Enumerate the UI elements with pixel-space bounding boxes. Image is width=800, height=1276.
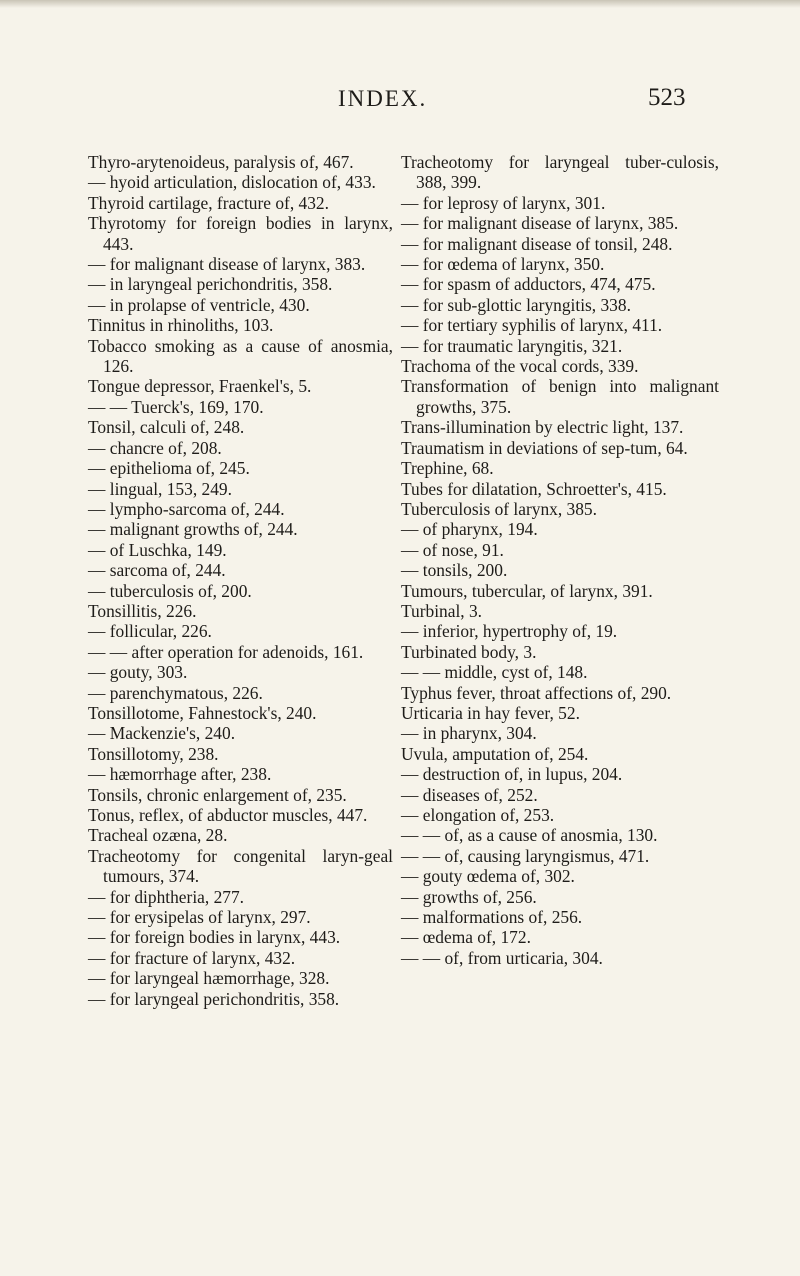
index-entry: — gouty œdema of, 302. xyxy=(401,866,575,887)
index-entry: — for fracture of larynx, 432. xyxy=(88,947,296,968)
index-entry: — elongation of, 253. xyxy=(401,805,555,825)
index-entry: — inferior, hypertrophy of, 19. xyxy=(401,621,618,642)
index-entry: Tonsillotomy, 238. xyxy=(88,743,219,764)
index-entry: — for laryngeal hæmorrhage, 328. xyxy=(88,968,330,989)
page-header xyxy=(0,86,800,126)
index-entry: — for laryngeal perichondritis, 358. xyxy=(88,988,340,1009)
index-entry: Turbinal, 3. xyxy=(401,600,483,621)
index-entry: Tonsillitis, 226. xyxy=(88,600,197,621)
index-entry: — parenchymatous, 226. xyxy=(88,682,263,703)
index-entry: — hæmorrhage after, 238. xyxy=(88,764,272,785)
index-entry: — destruction of, in lupus, 204. xyxy=(401,764,623,785)
index-entry: Tracheotomy for laryngeal tuber-culosis, 388, 399. xyxy=(401,152,719,193)
index-entry: Tinnitus in rhinoliths, 103. xyxy=(88,315,274,336)
index-entry: — for malignant disease of larynx, 383. xyxy=(88,254,366,275)
index-entry: — for diphtheria, 277. xyxy=(88,886,244,907)
index-entry: — malformations of, 256. xyxy=(401,907,583,928)
index-entry: — tonsils, 200. xyxy=(401,560,508,581)
index-entry: Thyrotomy for foreign bodies in larynx, 443. xyxy=(88,213,393,254)
index-entry: Trans-illumination by electric light, 137. xyxy=(401,417,684,438)
index-entry: Traumatism in deviations of sep-tum, 64. xyxy=(401,437,688,458)
index-entry: Transformation of benign into malignant growths, 375. xyxy=(401,376,719,417)
index-entry: Typhus fever, throat affections of, 290. xyxy=(401,682,672,703)
index-entry: — for leprosy of larynx, 301. xyxy=(401,192,606,213)
page-number: 523 xyxy=(648,84,686,111)
index-entry: — in prolapse of ventricle, 430. xyxy=(88,294,310,315)
index-entry: Tonsil, calculi of, 248. xyxy=(88,417,245,438)
index-entry: — for traumatic laryngitis, 321. xyxy=(401,335,623,356)
index-entry: Tonus, reflex, of abductor muscles, 447. xyxy=(88,805,368,825)
index-entry: — chancre of, 208. xyxy=(88,437,222,458)
index-entry: — of nose, 91. xyxy=(401,539,504,560)
running-head: INDEX. xyxy=(338,86,428,111)
index-entry: — — after operation for adenoids, 161. xyxy=(88,641,364,662)
index-entry: — lingual, 153, 249. xyxy=(88,478,232,499)
index-entry: — in pharynx, 304. xyxy=(401,723,537,744)
index-entry: — lympho-sarcoma of, 244. xyxy=(88,498,285,519)
index-entry: Tongue depressor, Fraenkel's, 5. xyxy=(88,376,312,397)
index-entry: Urticaria in hay fever, 52. xyxy=(401,702,580,723)
index-entry: Tonsils, chronic enlargement of, 235. xyxy=(88,784,347,805)
index-entry: Uvula, amputation of, 254. xyxy=(401,743,589,764)
index-entry: Tumours, tubercular, of larynx, 391. xyxy=(401,580,653,601)
index-entry: Tonsillotome, Fahnestock's, 240. xyxy=(88,702,317,723)
index-entry: — for malignant disease of larynx, 385. xyxy=(401,213,679,234)
index-entry: — gouty, 303. xyxy=(88,662,188,683)
index-entry: — for malignant disease of tonsil, 248. xyxy=(401,233,673,254)
index-entry: — — of, from urticaria, 304. xyxy=(401,947,603,968)
page-edge-shadow xyxy=(0,0,800,8)
index-entry: Trachoma of the vocal cords, 339. xyxy=(401,356,639,377)
index-entry: — — Tuerck's, 169, 170. xyxy=(88,396,264,417)
index-entry: Tuberculosis of larynx, 385. xyxy=(401,498,597,519)
index-entry: — for erysipelas of larynx, 297. xyxy=(88,907,311,928)
index-entry: — in laryngeal perichondritis, 358. xyxy=(88,274,333,295)
index-entry: — sarcoma of, 244. xyxy=(88,560,226,581)
index-entry: — — of, causing laryngismus, 471. xyxy=(401,845,650,866)
index-entry: — follicular, 226. xyxy=(88,621,212,642)
index-entry: Tobacco smoking as a cause of anosmia, 126. xyxy=(88,335,393,377)
index-entry: Tracheal ozæna, 28. xyxy=(88,825,228,846)
index-entry: Thyro-arytenoideus, paralysis of, 467. xyxy=(88,152,354,172)
index-entry: — tuberculosis of, 200. xyxy=(88,580,252,601)
index-entry: Thyroid cartilage, fracture of, 432. xyxy=(88,192,329,213)
index-entry: — hyoid articulation, dislocation of, 433. xyxy=(88,172,376,193)
index-entry: Trephine, 68. xyxy=(401,458,494,479)
index-entry: — growths of, 256. xyxy=(401,886,537,907)
index-entry: Tubes for dilatation, Schroetter's, 415. xyxy=(401,478,667,499)
index-entry: Turbinated body, 3. xyxy=(401,641,537,662)
index-entry: — for spasm of adductors, 474, 475. xyxy=(401,274,656,295)
index-column-right xyxy=(401,152,719,968)
index-entry: — œdema of, 172. xyxy=(401,927,531,948)
index-entry: — for œdema of larynx, 350. xyxy=(401,254,605,275)
index-entry: — malignant growths of, 244. xyxy=(88,519,298,540)
index-entry: — of Luschka, 149. xyxy=(88,539,227,560)
index-entry: — epithelioma of, 245. xyxy=(88,458,250,479)
index-entry: — diseases of, 252. xyxy=(401,784,538,805)
index-entry: — for tertiary syphilis of larynx, 411. xyxy=(401,315,663,336)
index-entry: Tracheotomy for congenital laryn-geal tumours, 374. xyxy=(88,845,393,887)
index-entry: — — middle, cyst of, 148. xyxy=(401,662,588,683)
index-column-left xyxy=(88,152,393,1009)
index-entry: — for sub-glottic laryngitis, 338. xyxy=(401,294,631,315)
index-entry: — for foreign bodies in larynx, 443. xyxy=(88,927,341,948)
index-entry: — — of, as a cause of anosmia, 130. xyxy=(401,825,658,846)
index-entry: — Mackenzie's, 240. xyxy=(88,723,236,744)
index-entry: — of pharynx, 194. xyxy=(401,519,538,540)
